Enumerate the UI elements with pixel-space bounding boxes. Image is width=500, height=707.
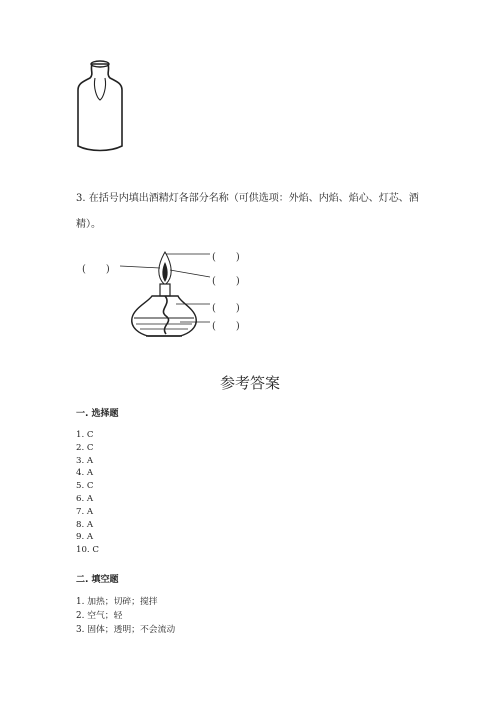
list-item: 4. A xyxy=(76,468,94,479)
list-item: 3. 固体；透明；不会流动 xyxy=(76,625,176,635)
list-item: 6. A xyxy=(76,493,94,504)
list-item: 7. A xyxy=(76,506,94,517)
answers-title: 参考答案 xyxy=(219,374,280,392)
bottle-illustration xyxy=(70,56,130,156)
right-bracket-1: ( ) xyxy=(212,252,240,263)
list-item: 5. C xyxy=(76,481,94,492)
list-item: 9. A xyxy=(76,532,94,543)
left-bracket: ( ) xyxy=(82,264,110,275)
right-bracket-2: ( ) xyxy=(212,276,240,287)
list-item: 1. 加热；切碎；搅拌 xyxy=(76,597,158,607)
section-1-heading: 一. 选择题 xyxy=(76,409,119,419)
choice-answers-list xyxy=(76,429,99,557)
list-item: 8. A xyxy=(76,519,94,530)
list-item: 10. C xyxy=(76,545,99,556)
list-item: 2. 空气；轻 xyxy=(76,611,123,621)
list-item: 1. C xyxy=(76,430,94,440)
right-bracket-4: ( ) xyxy=(212,321,240,332)
alcohol-lamp-icon xyxy=(76,246,276,346)
right-bracket-3: ( ) xyxy=(212,303,240,314)
list-item: 2. C xyxy=(76,442,94,453)
fill-answers-list xyxy=(76,595,175,637)
alcohol-lamp-diagram xyxy=(76,246,276,346)
list-item: 3. A xyxy=(76,455,94,466)
question-3-text: 3. 在括号内填出酒精灯各部分名称（可供选项：外焰、内焰、焰心、灯芯、酒精）。 xyxy=(76,193,419,230)
section-2-heading: 二. 填空题 xyxy=(76,575,119,585)
